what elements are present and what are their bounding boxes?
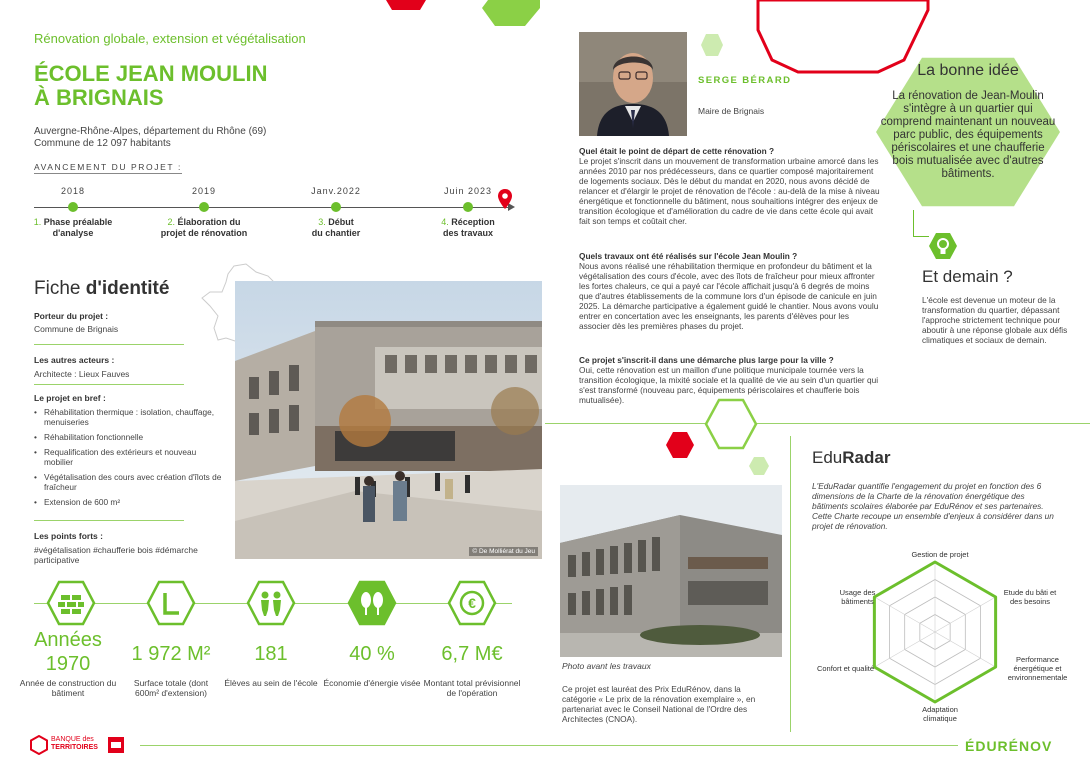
euro-icon	[447, 580, 497, 626]
stat-value: 40 %	[349, 643, 395, 665]
stat-value	[13, 628, 123, 676]
stat-desc: Année de construction du bâtiment	[19, 678, 117, 698]
fiche-title-bold: d'identité	[85, 278, 170, 299]
republique-logo-icon	[108, 737, 124, 753]
tomorrow-text: L'école est devenue un moteur de la transformation du quartier, dépassant l'approche strictement technique pour aboutir à une réponse globale aux défis climatiques et sociaux de demain.	[922, 295, 1068, 345]
axis-label-line: Adaptation	[922, 705, 958, 714]
radar-axis-label	[895, 550, 985, 559]
porteur-value: Commune de Brignais	[34, 324, 119, 334]
timeline-step-3	[281, 217, 391, 239]
list-item: • Requalification des extérieurs et nouveau mobilier	[34, 447, 224, 467]
eduradar-title	[812, 448, 890, 468]
timeline-dot	[463, 202, 473, 212]
mayor-name: SERGE BÉRARD	[698, 75, 792, 86]
trees-icon	[347, 580, 397, 626]
question-2: Quels travaux ont été réalisés sur l'école Jean Moulin ?	[579, 251, 798, 261]
timeline-step-2	[149, 217, 259, 239]
axis-label-line: Etude du bâti et	[1003, 588, 1057, 597]
svg-text:€: €	[468, 595, 476, 611]
stat-value-line2: 1970	[45, 653, 91, 675]
decorative-hexagon	[700, 33, 724, 57]
timeline-year-2: 2019	[191, 186, 217, 196]
question-3: Ce projet s'inscrit-il dans une démarche plus large pour la ville ?	[579, 355, 834, 365]
axis-label-line: climatique	[923, 714, 957, 723]
footer-left-line2: TERRITOIRES	[51, 744, 98, 751]
stat-desc: Surface totale (dont 600m² d'extension)	[133, 678, 209, 698]
radar-axis-label	[995, 588, 1065, 606]
timeline-year-1: 2018	[60, 186, 86, 196]
porteur-label: Porteur du projet :	[34, 311, 109, 321]
radar-axis-label	[905, 705, 975, 723]
timeline-step-4	[413, 217, 523, 239]
page-title	[34, 62, 354, 110]
footer-left-logo	[51, 736, 98, 752]
fiche-title-light: Fiche	[34, 278, 86, 299]
photo-credit: © De Molliérat du Jeu	[469, 547, 538, 556]
progress-label: AVANCEMENT DU PROJET :	[34, 162, 182, 172]
mayor-portrait	[579, 32, 687, 136]
step-number: 2.	[167, 217, 175, 227]
step-number: 4.	[441, 217, 449, 227]
stat-value: 6,7 M€	[441, 643, 503, 665]
timeline-step-1	[18, 217, 128, 239]
brick-wall-icon	[46, 580, 96, 626]
step-label-2: du chantier	[311, 228, 361, 238]
population-text: Commune de 12 097 habitants	[34, 138, 171, 149]
region-text: Auvergne-Rhône-Alpes, département du Rhône (69)	[34, 126, 267, 137]
stat-desc: Montant total prévisionnel de l'opération	[423, 678, 521, 698]
timeline-dot	[199, 202, 209, 212]
idea-text: La rénovation de Jean-Moulin s'intègre à un quartier qui comprend maintenant un nouveau parc public, des équipements périscolaires et une chaufferie bois mutualisée avec d'autres bâtiments.	[880, 90, 1056, 180]
lightbulb-icon	[928, 232, 958, 260]
question-1: Quel était le point de départ de cette rénovation ?	[579, 146, 775, 156]
timeline-year-4: Juin 2023	[443, 186, 493, 196]
step-label: Phase préalable	[43, 217, 113, 227]
list-item: • Extension de 600 m²	[34, 497, 224, 507]
mayor-role: Maire de Brignais	[698, 106, 765, 116]
axis-label-line: Gestion de projet	[911, 550, 969, 559]
stat-value-line1: Années	[34, 629, 102, 651]
idea-title: La bonne idée	[917, 62, 1019, 79]
step-label-2: d'analyse	[52, 228, 94, 238]
subtitle: Rénovation globale, extension et végétalisation	[34, 31, 306, 46]
divider	[34, 520, 184, 521]
eduradar-chart	[860, 550, 1010, 720]
photo-caption: Photo avant les travaux	[562, 661, 651, 671]
axis-label-line: bâtiments	[841, 597, 874, 606]
answer-2: Nous avons réalisé une réhabilitation thermique en profondeur du bâtiment et la végétalisation des cours d'école, avec des îlots de fraîcheur pour mieux affronter les fortes chaleurs, ce qui a payé car l'école affichait jusqu'à 6 degrés de moins que d'autres établissements de la commune lors d'un épisode de canicule en juin 2025. La démarche participative a également guidé le chantier. Nous avons voulu entrer en concertation avec les enseignants, les parents d'élèves pour les associer dès les premières phases du projet.	[579, 261, 879, 331]
forts-label: Les points forts :	[34, 531, 103, 541]
step-label-2: projet de rénovation	[160, 228, 248, 238]
forts-value: #végétalisation #chaufferie bois #démarche participative	[34, 545, 198, 565]
step-number: 1.	[33, 217, 42, 227]
answer-3: Oui, cette rénovation est un maillon d'une politique municipale tournée vers la transition écologique, la mixité sociale et la qualité de vie au sein d'un quartier qui s'est transformé (nouveau parc, équipements périscolaires et chaufferie bois mutualisée).	[579, 365, 879, 405]
divider	[34, 344, 184, 345]
award-text: Ce projet est lauréat des Prix EduRénov, dans la catégorie « Le prix de la rénovation exemplaire », en partenariat avec le Conseil National de l'Ordre des Architectes (CNOA).	[562, 684, 756, 724]
bref-label: Le projet en bref :	[34, 393, 106, 403]
timeline-line	[34, 207, 512, 208]
axis-label-line: Confort et qualité	[816, 664, 875, 673]
axis-label-line: Performance	[1016, 655, 1059, 664]
section-divider	[545, 423, 1090, 424]
timeline-dot	[68, 202, 78, 212]
title-line-1: ÉCOLE JEAN MOULIN	[34, 61, 268, 86]
banque-territoires-logo-icon	[30, 735, 48, 755]
step-label: Réception	[451, 217, 495, 227]
stat-value: 181	[254, 643, 288, 665]
connector-line	[913, 210, 914, 236]
step-label: Élaboration du	[177, 217, 241, 227]
list-item: • Végétalisation des cours avec création d'îlots de fraîcheur	[34, 472, 224, 492]
answer-1: Le projet s'inscrit dans un mouvement de transformation urbaine amorcé dans les années 2010 par nos prédécesseurs, dans ce quartier composé majoritairement de logements sociaux. Dès le début du mandat en 2020, nous avons décidé de relancer et d'élargir le projet de rénovation de l'école : au-delà de la mise à niveau énergétique et fonctionnelle du bâtiment, nous souhaitions intégrer des enjeux de transition écologique et d'amélioration du cadre de vie dans cette école qui avait fait son temps et coûtait cher.	[579, 156, 880, 226]
footer-left-line1: BANQUE des	[51, 736, 94, 743]
stat-value: 1 972 M²	[131, 643, 211, 665]
eduradar-title-bold: Radar	[842, 448, 891, 467]
axis-label-line: des besoins	[1009, 597, 1051, 606]
timeline-year-3: Janv.2022	[311, 186, 361, 196]
connector-line	[913, 236, 929, 237]
bref-list	[34, 407, 224, 512]
before-works-photo	[560, 485, 782, 657]
stat-desc: Élèves au sein de l'école	[224, 678, 318, 688]
divider	[34, 384, 184, 385]
radar-axis-label	[1000, 655, 1075, 682]
eduradar-title-light: Edu	[812, 448, 843, 467]
timeline-dot	[331, 202, 341, 212]
title-line-2: À BRIGNAIS	[34, 85, 164, 110]
list-item: • Réhabilitation thermique : isolation, chauffage, menuiseries	[34, 407, 224, 427]
stat-desc: Économie d'énergie visée	[323, 678, 421, 688]
acteurs-label: Les autres acteurs :	[34, 355, 115, 365]
children-icon	[246, 580, 296, 626]
axis-label-line: énergétique et	[1013, 664, 1062, 673]
step-number: 3.	[318, 217, 326, 227]
decorative-hexagons	[664, 395, 774, 475]
section-divider	[790, 436, 791, 732]
step-label: Début	[328, 217, 354, 227]
footer-divider	[140, 745, 958, 746]
fiche-title	[34, 278, 169, 300]
edurenov-logo: ÉDURÉNOV	[965, 738, 1053, 754]
list-item: • Réhabilitation fonctionnelle	[34, 432, 224, 442]
square-meter-icon	[146, 580, 196, 626]
radar-axis-label	[808, 664, 883, 673]
acteurs-value: Architecte : Lieux Fauves	[34, 369, 130, 379]
step-label-2: des travaux	[442, 228, 494, 238]
tomorrow-title: Et demain ?	[922, 267, 1013, 286]
eduradar-text: L'EduRadar quantifie l'engagement du projet en fonction des 6 dimensions de la Charte de la rénovation énergétique des bâtiments scolaires élaborée par EduRénov et ses partenaires. Cette Charte recoupe un ensemble d'enjeux à considérer dans un projet de rénovation.	[812, 481, 1054, 531]
school-photo	[235, 281, 542, 559]
axis-label-line: environnementale	[1007, 673, 1068, 682]
radar-axis-label	[825, 588, 890, 606]
axis-label-line: Usage des	[839, 588, 876, 597]
